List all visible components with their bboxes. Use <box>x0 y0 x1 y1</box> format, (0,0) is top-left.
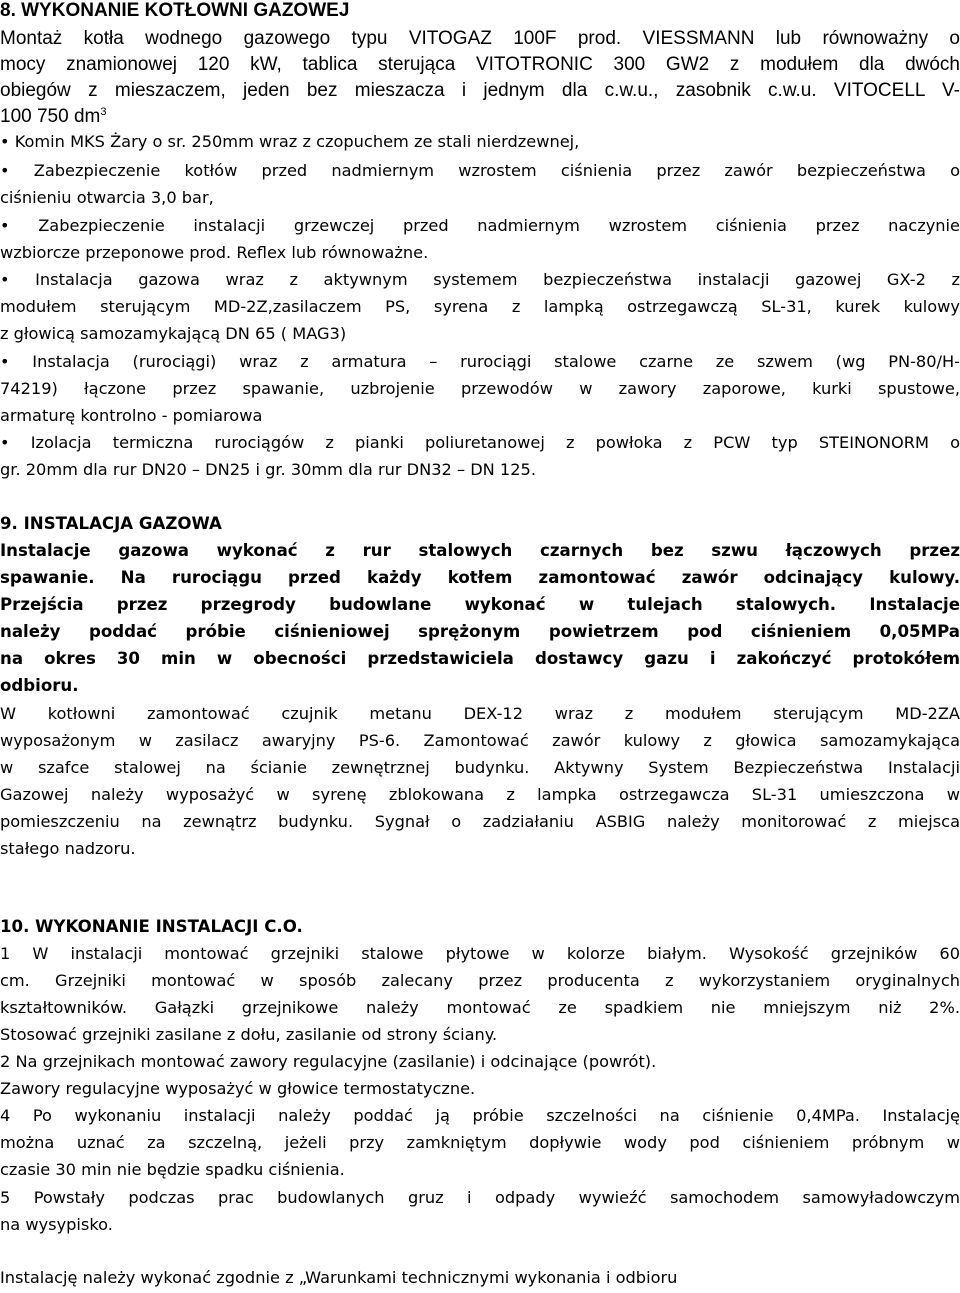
bullet-heating-protection: • Zabezpieczenie instalacji grzewczej przed nadmiernym wzrostem ciśnienia przez naczynie <box>0 216 960 235</box>
section-8-intro-line <box>0 106 960 128</box>
section-10-line: można uznać za szczelną, jeżeli przy zamkniętym dopływie wody pod ciśnieniem próbnym w <box>0 1133 960 1152</box>
section-8-heading: 8. WYKONANIE KOTŁOWNI GAZOWEJ <box>0 0 350 21</box>
bullet-chimney: • Komin MKS Żary o sr. 250mm wraz z czopuchem ze stali nierdzewnej, <box>0 132 580 151</box>
bullet-gas-installation-cont: z głowicą samozamykającą DN 65 ( MAG3) <box>0 324 347 343</box>
section-8-intro-line: Montaż kotła wodnego gazowego typu VITOGAZ 100F prod. VIESSMANN lub równoważny o <box>0 28 960 49</box>
section-10-line: 5 Powstały podczas prac budowlanych gruz i odpady wywieźć samochodem samowyładowczym <box>0 1188 960 1207</box>
bullet-gas-installation-cont: modułem sterującym MD-2Z,zasilaczem PS, syrena z lampką ostrzegawczą SL-31, kurek kulowy <box>0 297 960 316</box>
volume-superscript: 3 <box>100 106 107 118</box>
bullet-insulation: • Izolacja termiczna rurociągów z pianki poliuretanowej z powłoka z PCW typ STEINONORM o <box>0 433 960 452</box>
section-9-bold-line: należy poddać próbie ciśnieniowej sprężonym powietrzem pod ciśnieniem 0,05MPa <box>0 622 960 641</box>
section-9-line: wyposażonym w zasilacz awaryjny PS-6. Zamontować zawór kulowy z głowica samozamykająca <box>0 731 960 750</box>
section-9-bold-line: odbioru. <box>0 676 79 695</box>
section-8-intro-line: obiegów z mieszaczem, jeden bez mieszacza i jednym dla c.w.u., zasobnik c.w.u. VITOCELL V- <box>0 80 960 101</box>
section-10-heading: 10. WYKONANIE INSTALACJI C.O. <box>0 917 303 936</box>
section-9-bold-line: Przejścia przez przegrody budowlane wykonać w tulejach stalowych. Instalacje <box>0 595 960 614</box>
section-10-line: 2 Na grzejnikach montować zawory regulacyjne (zasilanie) i odcinające (powrót). <box>0 1052 657 1071</box>
volume-text: 100 750 dm <box>0 106 101 127</box>
section-10-line: kształtowników. Gałązki grzejnikowe należy montować ze spadkiem nie mniejszym niż 2%. <box>0 998 960 1017</box>
section-9-line: W kotłowni zamontować czujnik metanu DEX-12 wraz z modułem sterującym MD-2ZA <box>0 704 960 723</box>
section-9-line: w szafce stalowej na ścianie zewnętrznej budynku. Aktywny System Bezpieczeństwa Instalacji <box>0 758 960 777</box>
section-9-line: pomieszczeniu na zewnątrz budynku. Sygnał o zadziałaniu ASBIG należy monitorować z miejsca <box>0 812 960 831</box>
section-9-bold-line: spawanie. Na rurociągu przed każdy kotłem zamontować zawór odcinający kulowy. <box>0 568 960 587</box>
section-9-bold-line: Instalacje gazowa wykonać z rur stalowych czarnych bez szwu łączowych przez <box>0 541 960 560</box>
bullet-pipelines-cont: armaturę kontrolno - pomiarowa <box>0 406 263 425</box>
section-10-line: czasie 30 min nie będzie spadku ciśnienia. <box>0 1160 345 1179</box>
bullet-insulation-cont: gr. 20mm dla rur DN20 – DN25 i gr. 30mm dla rur DN32 – DN 125. <box>0 460 536 479</box>
bullet-pipelines-cont: 74219) łączone przez spawanie, uzbrojenie przewodów w zawory zaporowe, kurki spustowe, <box>0 379 960 398</box>
bullet-heating-protection-cont: wzbiorcze przeponowe prod. Reflex lub równoważne. <box>0 243 429 262</box>
section-10-line: cm. Grzejniki montować w sposób zalecany przez producenta z wykorzystaniem oryginalnych <box>0 971 960 990</box>
section-10-final-line: Instalację należy wykonać zgodnie z „Warunkami technicznymi wykonania i odbioru <box>0 1268 678 1287</box>
bullet-boiler-protection-cont: ciśnieniu otwarcia 3,0 bar, <box>0 188 214 207</box>
bullet-gas-installation: • Instalacja gazowa wraz z aktywnym systemem bezpieczeństwa instalacji gazowej GX-2 z <box>0 270 960 289</box>
section-9-bold-line: na okres 30 min w obecności przedstawiciela dostawcy gazu i zakończyć protokółem <box>0 649 960 668</box>
section-8-intro-line: mocy znamionowej 120 kW, tablica sterująca VITOTRONIC 300 GW2 z modułem dla dwóch <box>0 54 960 75</box>
section-9-line: Gazowej należy wyposażyć w syrenę zblokowana z lampka ostrzegawcza SL-31 umieszczona w <box>0 785 960 804</box>
section-9-line: stałego nadzoru. <box>0 839 136 858</box>
section-9-heading: 9. INSTALACJA GAZOWA <box>0 514 222 533</box>
bullet-boiler-protection: • Zabezpieczenie kotłów przed nadmiernym wzrostem ciśnienia przez zawór bezpieczeństwa o <box>0 161 960 180</box>
section-10-line: Stosować grzejniki zasilane z dołu, zasilanie od strony ściany. <box>0 1025 498 1044</box>
section-10-line: 1 W instalacji montować grzejniki stalowe płytowe w kolorze białym. Wysokość grzejników 60 <box>0 944 960 963</box>
bullet-pipelines: • Instalacja (rurociągi) wraz z armatura – rurociągi stalowe czarne ze szwem (wg PN-80/H- <box>0 352 960 371</box>
section-10-line: 4 Po wykonaniu instalacji należy poddać ją próbie szczelności na ciśnienie 0,4MPa. Instalację <box>0 1106 960 1125</box>
section-10-line: Zawory regulacyjne wyposażyć w głowice termostatyczne. <box>0 1079 476 1098</box>
section-10-line: na wysypisko. <box>0 1215 113 1234</box>
